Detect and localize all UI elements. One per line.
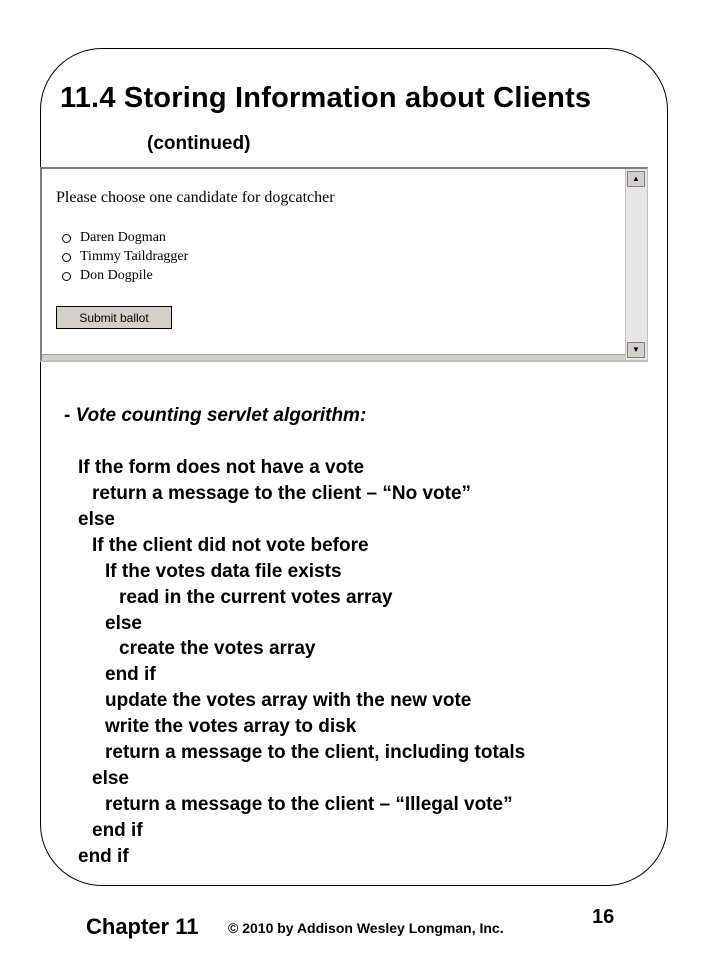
code-line: return a message to the client – “Illegal vote” <box>105 794 513 815</box>
radio-button[interactable] <box>62 272 71 281</box>
page-number: 16 <box>592 906 615 928</box>
slide-title: 11.4 Storing Information about Clients <box>60 82 592 114</box>
vertical-scrollbar[interactable] <box>625 169 647 360</box>
algorithm-heading-text: Vote counting servlet algorithm: <box>75 405 367 426</box>
arrow-down-icon: ▼ <box>632 345 640 354</box>
slide-subtitle: (continued) <box>147 133 251 154</box>
candidate-option-daren[interactable] <box>62 229 166 247</box>
code-line: else <box>78 509 115 530</box>
ballot-form <box>42 169 625 354</box>
arrow-up-icon: ▲ <box>632 174 640 183</box>
code-line: write the votes array to disk <box>105 716 357 737</box>
code-line: If the votes data file exists <box>105 561 342 582</box>
footer-chapter: Chapter 11 <box>86 914 199 939</box>
horizontal-scrollbar[interactable] <box>42 354 625 360</box>
code-line: If the client did not vote before <box>92 535 369 556</box>
scroll-down-button[interactable] <box>627 342 645 358</box>
code-line: return a message to the client, including totals <box>105 742 526 763</box>
ballot-form-screenshot <box>40 167 648 362</box>
footer-copyright: © 2010 by Addison Wesley Longman, Inc. <box>228 920 504 936</box>
scroll-up-button[interactable] <box>627 171 645 187</box>
ballot-heading: Please choose one candidate for dogcatcher <box>56 189 335 206</box>
code-line: else <box>92 768 129 789</box>
code-line: read in the current votes array <box>119 587 393 608</box>
radio-button[interactable] <box>62 253 71 262</box>
code-line: return a message to the client – “No vote” <box>92 483 472 504</box>
code-line: update the votes array with the new vote <box>105 690 472 711</box>
submit-ballot-button[interactable]: Submit ballot <box>56 306 172 329</box>
code-line: end if <box>105 664 156 685</box>
candidate-label: Timmy Taildragger <box>80 249 189 264</box>
candidate-label: Daren Dogman <box>80 230 166 245</box>
bullet-dash: - <box>64 405 76 426</box>
radio-button[interactable] <box>62 234 71 243</box>
code-line: else <box>105 613 142 634</box>
code-line: create the votes array <box>119 638 316 659</box>
algorithm-heading <box>64 405 366 427</box>
code-line: end if <box>78 846 129 867</box>
candidate-option-timmy[interactable] <box>62 248 188 266</box>
code-line: If the form does not have a vote <box>78 457 365 478</box>
candidate-option-don[interactable] <box>62 267 153 285</box>
candidate-label: Don Dogpile <box>80 268 153 283</box>
code-line: end if <box>92 820 143 841</box>
